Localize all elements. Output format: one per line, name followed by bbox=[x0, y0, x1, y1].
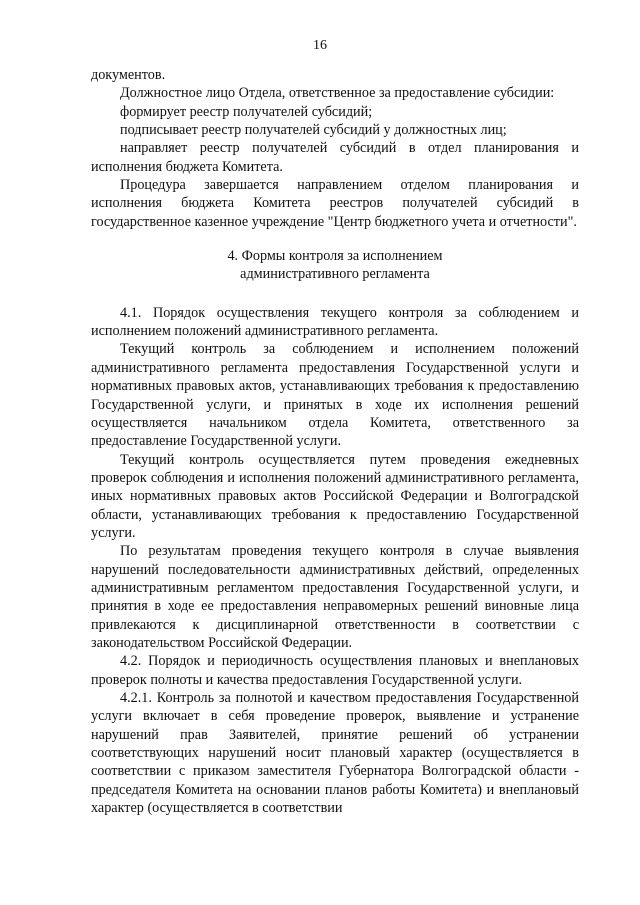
paragraph-signs-registry: подписывает реестр получателей субсидий у должностных лиц; bbox=[120, 122, 507, 139]
paragraph-current-control-how: Текущий контроль осуществляется путем проведения ежедневных проверок соблюдения и исполнения положений административного регламента, иных нормативных правовых актов Российской Федерации и Волгоградской области, устанавливающих требования к предоставлению Государственной услуги. bbox=[91, 451, 579, 541]
document-body bbox=[91, 66, 579, 817]
paragraph-continuation: документов. bbox=[91, 67, 166, 83]
section-heading-line-1: 4. Формы контроля за исполнением bbox=[227, 248, 443, 265]
paragraph-control-results: По результатам проведения текущего контроля в случае выявления нарушений последовательности административных действий, определенных административным регламентом предоставления Государственной услуги, и принятия в ходе ее предоставления неправомерных решений виновные лица привлекаются к дисциплинарной ответственности в соответствии с законодательством Российской Федерации. bbox=[91, 543, 579, 651]
section-heading-line-2: административного регламента bbox=[240, 266, 430, 283]
paragraph-4-2-1: 4.2.1. Контроль за полнотой и качеством предоставления Государственной услуги включает в себя проведение проверок, выявление и устранение нарушений прав Заявителей, принятие решений об устранении соответствующих нарушений носит плановый характер (осуществляется в соответствии с приказом заместителя Губернатора Волгоградской области - председателя Комитета на основании планов работы Комитета) и внеплановый характер (осуществляется в соответствии bbox=[91, 690, 579, 817]
paragraph-procedure-ends: Процедура завершается направлением отделом планирования и исполнения бюджета Комитета реестров получателей субсидий в государственное казенное учреждение "Центр бюджетного учета и отчетности". bbox=[91, 177, 579, 230]
section-heading bbox=[91, 231, 579, 304]
paragraph-sends-registry: направляет реестр получателей субсидий в отдел планирования и исполнения бюджета Комитета. bbox=[91, 140, 579, 175]
paragraph-forms-registry: формирует реестр получателей субсидий; bbox=[120, 103, 373, 120]
paragraph-current-control-who: Текущий контроль за соблюдением и исполнением положений административного регламента предоставления Государственной услуги и нормативных правовых актов, устанавливающих требования к предоставлению Государственной услуги, и принятых в ходе их исполнения решений осуществляется начальником отдела Комитета, ответственного за предоставление Государственной услуги. bbox=[91, 341, 579, 450]
paragraph-official-responsible: Должностное лицо Отдела, ответственное за предоставление субсидии: bbox=[120, 85, 555, 102]
paragraph-4-1: 4.1. Порядок осуществления текущего контроля за соблюдением и исполнением положений административного регламента. bbox=[91, 304, 579, 340]
page-number: 16 bbox=[313, 38, 327, 53]
paragraph-4-2: 4.2. Порядок и периодичность осуществления плановых и внеплановых проверок полноты и качества предоставления Государственной услуги. bbox=[91, 653, 579, 688]
